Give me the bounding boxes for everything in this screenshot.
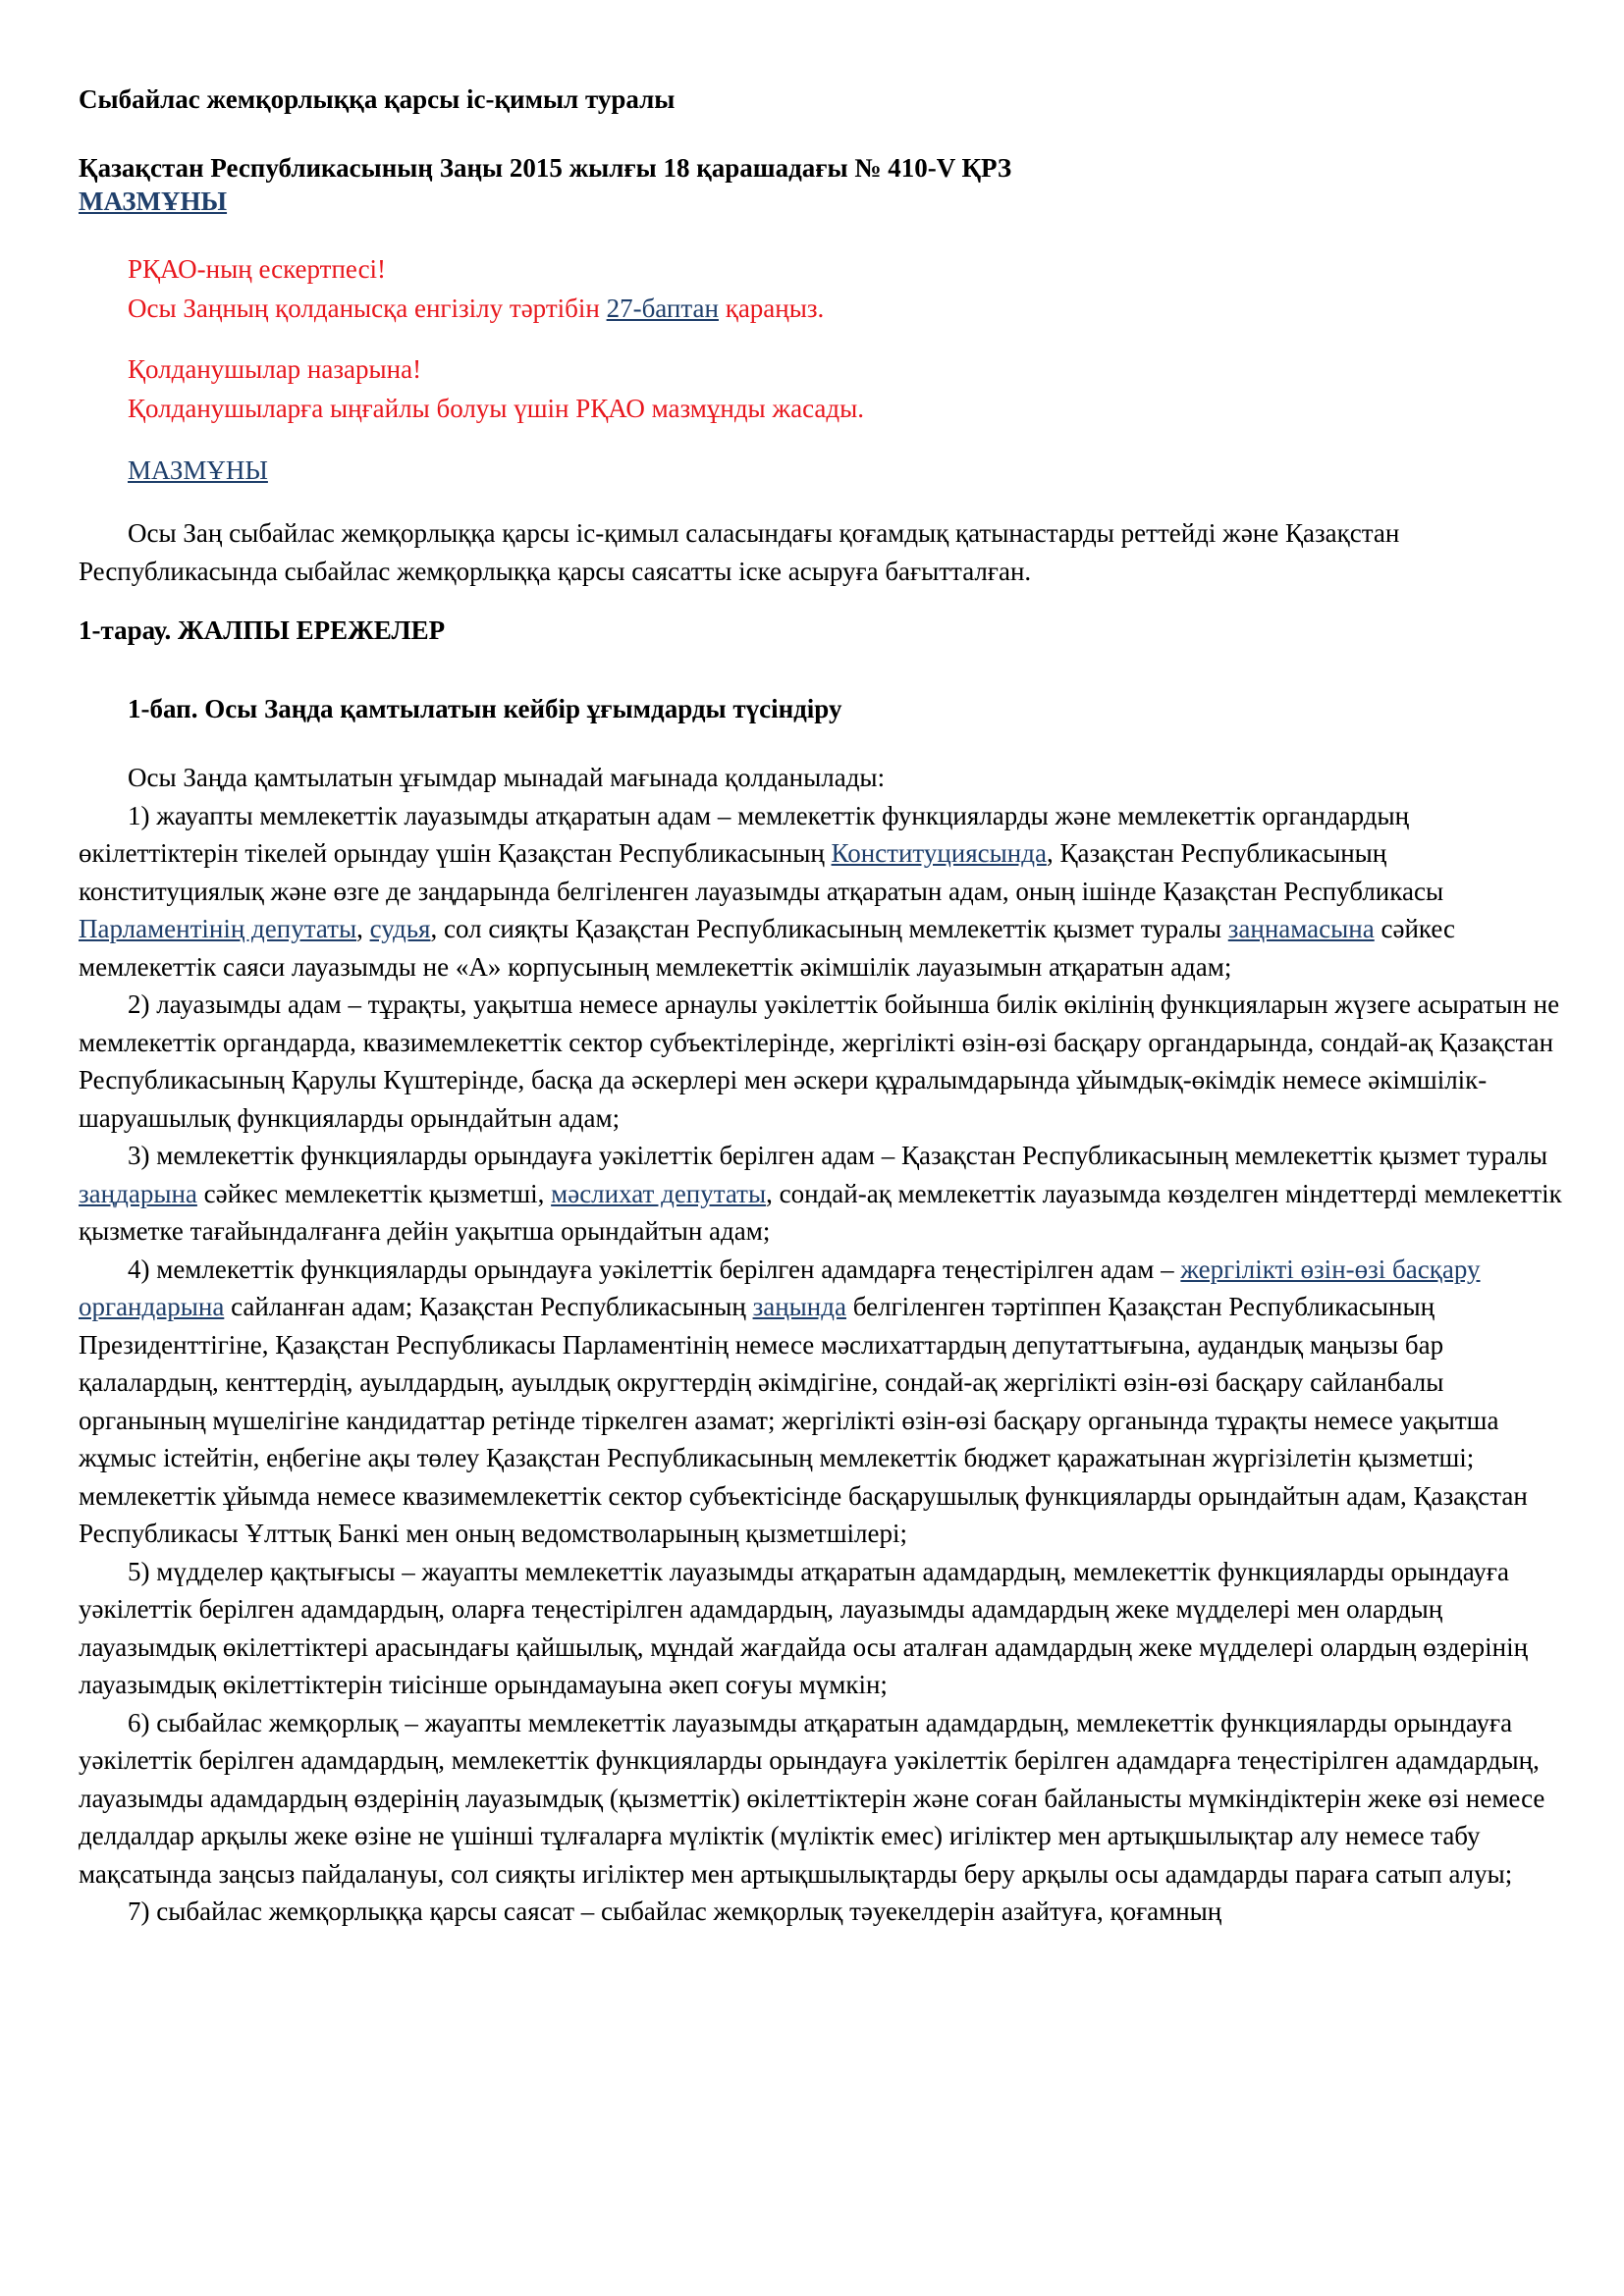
- judge-link[interactable]: судья: [369, 914, 431, 943]
- article-title: 1-бап. Осы Заңда қамтылатын кейбір ұғымдарды түсіндіру: [128, 694, 842, 723]
- definition-5: 5) мүдделер қақтығысы – жауапты мемлекеттік лауазымды атқаратын адамдардың, мемлекеттік функцияларды орындауға уәкілеттік берілген адамдардың, оларға теңестірілген адамдардың, лауазымды адамдардың жеке мүдделері мен олардың лауазымдық өкілеттіктері арасындағы қайшылық, мұндай жағдайда осы аталған адамдардың жеке мүдделері олардың өздерінің лауазымдық өкілеттіктерін тиісінше орындамауына әкеп соғуы мүмкін;: [79, 1556, 1529, 1699]
- definition-7: 7) сыбайлас жемқорлыққа қарсы саясат – сыбайлас жемқорлық тәуекелдерін азайтуға, қоғамның: [128, 1896, 1222, 1926]
- toc-link-header[interactable]: МАЗМҰНЫ: [79, 187, 228, 216]
- definition-1-sep: ,: [356, 914, 370, 943]
- definitions-intro: Осы Заңда қамтылатын ұғымдар мынадай мағынада қолданылады:: [128, 763, 886, 792]
- definition-1-text-e: сәйкес мемлекеттік саяси лауазымды не «А» корпусының мемлекеттік әкімшілік лауазымын атқаратын адам;: [79, 914, 1455, 982]
- definition-2: 2) лауазымды адам – тұрақты, уақытша немесе арнаулы уәкілеттік бойынша билік өкілінің функцияларын жүзеге асыратын не мемлекеттік органдарда, квазимемлекеттік сектор субъектілерінде, жергілікті өзін-өзі басқару органдарында, сондай-ақ Қазақстан Республикасының Қарулы Күштерінде, басқа да әскерлері мен әскери құралымдарында ұйымдық-өкімдік немесе әкімшілік-шаруашылық функцияларды орындайтын адам;: [79, 989, 1560, 1133]
- definition-3: [79, 1137, 1566, 1251]
- definition-4-text-b: сайланған адам; Қазақстан Республикасының: [224, 1292, 753, 1321]
- definition-1-text-b: , Қазақстан Республикасының конституциялық және өзге де заңдарында белгіленген лауазымды атқаратын адам, оның ішінде Қазақстан Республикасы: [79, 838, 1444, 906]
- document-page: [79, 82, 1566, 1931]
- editor-note-text-end: қараңыз.: [718, 294, 825, 323]
- users-note-title: Қолданушылар назарына!: [128, 354, 422, 384]
- definitions: [79, 759, 1566, 1931]
- law-link[interactable]: заңында: [752, 1292, 846, 1321]
- constitution-link[interactable]: Конституциясында: [831, 838, 1047, 868]
- legislation-link[interactable]: заңнамасына: [1227, 914, 1375, 943]
- preamble: Осы Заң сыбайлас жемқорлыққа қарсы іс-қимыл саласындағы қоғамдық қатынастарды реттейді және Қазақстан Республикасында сыбайлас жемқорлыққа қарсы саясатты іске асыруға бағытталған.: [79, 518, 1400, 586]
- chapter-title: 1-тарау. ЖАЛПЫ ЕРЕЖЕЛЕР: [79, 615, 446, 645]
- laws-link[interactable]: заңдарына: [79, 1178, 197, 1208]
- maslikhat-deputy-link[interactable]: мәслихат депутаты: [551, 1178, 767, 1208]
- definition-3-text-c: , сондай-ақ мемлекеттік лауазымда көзделген міндеттерді мемлекеттік қызметке тағайындалғанға дейін уақытша орындайтын адам;: [79, 1178, 1562, 1246]
- definition-1: [79, 797, 1566, 987]
- definition-6: 6) сыбайлас жемқорлық – жауапты мемлекеттік лауазымды атқаратын адамдардың, мемлекеттік функцияларды орындауға уәкілеттік берілген адамдардың, мемлекеттік функцияларды орындауға уәкілеттік берілген адамдарға теңестірілген адамдардың, лауазымды адамдардың өздерінің лауазымдық (қызметтік) өкілеттіктерін және соған байланысты мүмкіндіктерін жеке өзі немесе делдалдар арқылы жеке өзіне не үшінші тұлғаларға мүліктік (мүліктік емес) игіліктер мен артықшылықтар алу немесе табу мақсатында заңсыз пайдалануы, сол сияқты игіліктер мен артықшылықтарды беру арқылы осы адамдарды параға сатып алуы;: [79, 1707, 1545, 1889]
- local-self-government-link[interactable]: жергілікті өзін-өзі басқару органдарына: [79, 1254, 1481, 1321]
- article-27-link[interactable]: 27-баптан: [606, 294, 719, 323]
- definition-1-text: 1) жауапты мемлекеттік лауазымды атқаратын адам – мемлекеттік функцияларды және мемлекеттік органдардың өкілеттіктерін тікелей орындау үшін Қазақстан Республикасының: [79, 800, 1410, 868]
- definition-4-text: 4) мемлекеттік функцияларды орындауға уәкілеттік берілген адамдарға теңестірілген адам –: [128, 1254, 1181, 1284]
- definition-1-text-d: , сол сияқты Қазақстан Республикасының мемлекеттік қызмет туралы: [430, 914, 1228, 943]
- law-reference: Қазақстан Республикасының Заңы 2015 жылғы 18 қарашадағы № 410-V ҚРЗ: [79, 153, 1012, 183]
- definition-4-text-c: белгіленген тәртіппен Қазақстан Республикасының Президенттігіне, Қазақстан Республикасы Парламентінің немесе мәслихаттардың депутаттығына, аудандық маңызы бар қалалардың, кенттердің, ауылдардың, ауылдық округтердің әкімдігіне, сондай-ақ жергілікті өзін-өзі басқару сайланбалы органының мүшелігіне кандидаттар ретінде тіркелген азамат; жергілікті өзін-өзі басқару органында тұрақты немесе уақытша жұмыс істейтін, еңбегіне ақы төлеу Қазақстан Республикасының мемлекеттік бюджет қаражатынан жүргізілетін қызметші; мемлекеттік ұйымда немесе квазимемлекеттік сектор субъектісінде басқарушылық функцияларды орындайтын адам, Қазақстан Республикасы Ұлттық Банкі мен оның ведомстволарының қызметшілері;: [79, 1292, 1528, 1548]
- users-note-text: Қолданушыларға ыңғайлы болуы үшін РҚАО мазмұнды жасады.: [128, 394, 865, 423]
- law-title: Сыбайлас жемқорлыққа қарсы іс-қимыл туралы: [79, 84, 676, 114]
- editor-note-text: Осы Заңның қолданысқа енгізілу тәртібін: [128, 294, 607, 323]
- definition-4: [79, 1251, 1566, 1553]
- definition-3-text: 3) мемлекеттік функцияларды орындауға уәкілеттік берілген адам – Қазақстан Республикасының мемлекеттік қызмет туралы: [128, 1141, 1547, 1170]
- editor-note-title: РҚАО-ның ескертпесі!: [128, 254, 387, 284]
- editor-note: [79, 249, 1566, 328]
- parliament-deputy-link[interactable]: Парламентінің депутаты: [79, 914, 357, 943]
- definition-3-text-b: сәйкес мемлекеттік қызметші,: [196, 1178, 552, 1208]
- toc-link[interactable]: МАЗМҰНЫ: [128, 455, 268, 485]
- users-note: [79, 349, 1566, 428]
